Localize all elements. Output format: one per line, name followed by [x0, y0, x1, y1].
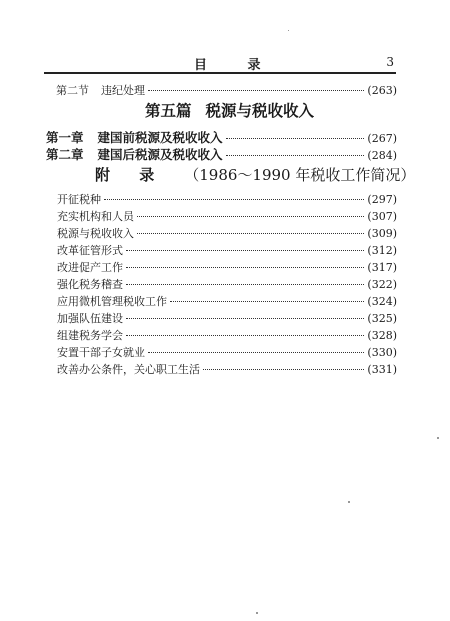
toc-entry-page: (309): [367, 227, 397, 240]
toc-entry-title: 充实机构和人员: [57, 210, 134, 223]
toc-entry-prefix: 第二节: [56, 84, 89, 97]
scan-speck: [256, 612, 258, 614]
toc-entry-item: [57, 310, 397, 326]
toc-entry-title: 加强队伍建设: [57, 312, 123, 325]
header-title: 目 录: [194, 58, 279, 73]
scan-speck: [348, 501, 350, 503]
toc-entry-page: (328): [367, 329, 397, 342]
toc-entry-page: (331): [367, 363, 397, 376]
toc-entry-title: 强化税务稽查: [57, 278, 123, 291]
toc-entry-item: [57, 191, 397, 207]
header-page-number: 3: [386, 55, 394, 69]
part-heading: [145, 99, 314, 121]
header-rule: [44, 72, 396, 74]
toc-entry-prefix: 第一章: [46, 130, 84, 145]
dot-leader: [226, 138, 365, 139]
part-title: 税源与税收收入: [205, 101, 315, 120]
dot-leader: [126, 335, 364, 336]
toc-entry-item: [57, 276, 397, 292]
toc-entry-title: 改进促产工作: [57, 261, 123, 274]
toc-entry-page: (263): [367, 84, 397, 97]
toc-entry-title: 安置干部子女就业: [57, 346, 145, 359]
toc-entry-item: [57, 225, 397, 241]
toc-entry-page: (297): [367, 193, 397, 206]
toc-entry-page: (322): [367, 278, 397, 291]
toc-entry-item: [57, 327, 397, 343]
scan-speck: [288, 30, 289, 31]
toc-entry-title: 改革征管形式: [57, 244, 123, 257]
toc-entry-item: [57, 293, 397, 309]
toc-entry-title: 组建税务学会: [57, 329, 123, 342]
toc-entry-item: [57, 259, 397, 275]
dot-leader: [126, 318, 364, 319]
toc-entry-page: (284): [367, 149, 397, 162]
toc-entry-title: 开征税种: [57, 193, 101, 206]
toc-entry-page: (312): [367, 244, 397, 257]
toc-entry-prefix: 第二章: [46, 147, 84, 162]
dot-leader: [126, 250, 364, 251]
toc-entry-title: 应用微机管理税收工作: [57, 295, 167, 308]
toc-entry-page: (330): [367, 346, 397, 359]
toc-entry-title: 违纪处理: [101, 84, 145, 97]
toc-entry-item: [57, 208, 397, 224]
dot-leader: [226, 155, 365, 156]
dot-leader: [137, 233, 364, 234]
running-header: [44, 54, 396, 72]
scan-speck: [437, 437, 439, 439]
dot-leader: [126, 284, 364, 285]
dot-leader: [104, 199, 364, 200]
toc-entry-item: [57, 344, 397, 360]
toc-entry-title: 改善办公条件，关心职工生活: [57, 363, 200, 376]
toc-entry-page: (267): [367, 132, 397, 145]
dot-leader: [126, 267, 364, 268]
toc-entry-page: (307): [367, 210, 397, 223]
dot-leader: [203, 369, 364, 370]
dot-leader: [148, 90, 364, 91]
toc-entry-section: [56, 82, 397, 98]
toc-entry-page: (324): [367, 295, 397, 308]
toc-entry-title: 建国后税源及税收收入: [97, 147, 223, 162]
appendix-subtitle: （1986～1990 年税收工作简况）: [184, 166, 416, 184]
toc-entry-item: [57, 361, 397, 377]
appendix-label: 附 录: [95, 166, 167, 184]
appendix-heading: [95, 164, 415, 185]
dot-leader: [148, 352, 364, 353]
dot-leader: [137, 216, 364, 217]
toc-entry-item: [57, 242, 397, 258]
toc-entry-title: 建国前税源及税收收入: [97, 130, 223, 145]
toc-entry-chapter: [46, 128, 397, 146]
toc-entry-chapter: [46, 145, 397, 163]
part-number: 第五篇: [145, 101, 192, 120]
toc-entry-page: (317): [367, 261, 397, 274]
toc-entry-title: 税源与税收收入: [57, 227, 134, 240]
toc-entry-page: (325): [367, 312, 397, 325]
dot-leader: [170, 301, 364, 302]
